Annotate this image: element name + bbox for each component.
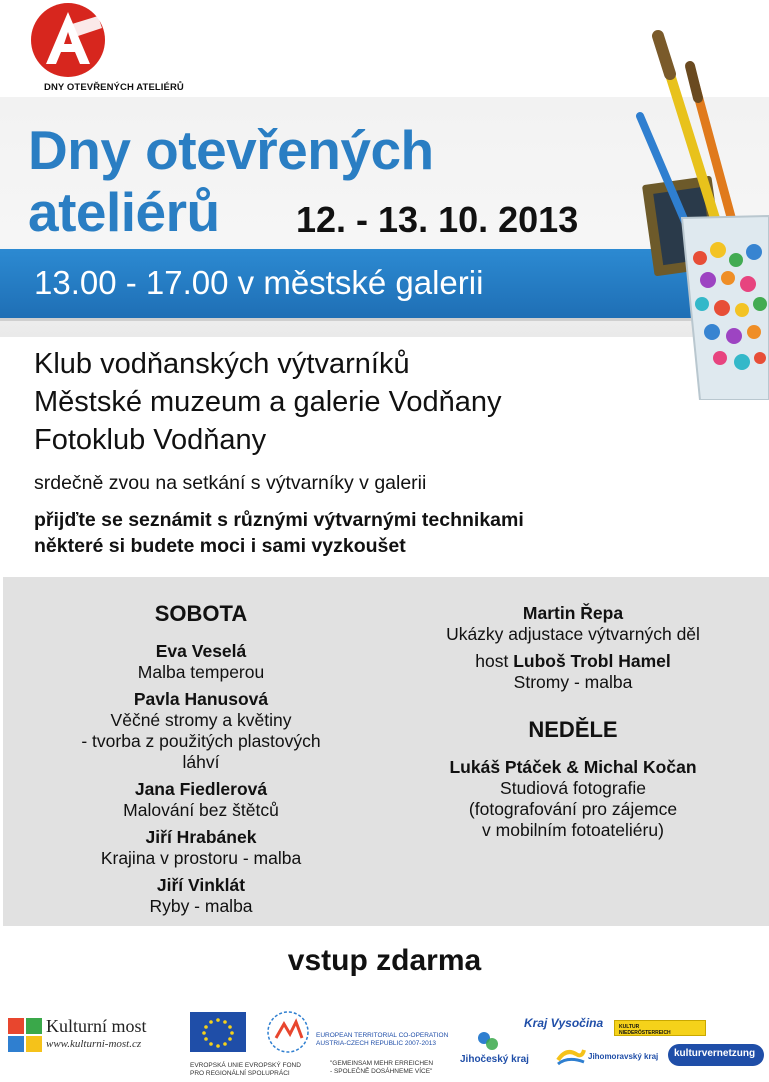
artist-desc: Krajina v prostoru - malba: [100, 848, 302, 868]
time-place-text: 13.00 - 17.00 v městské galerii: [34, 264, 484, 301]
etc-text-1: EUROPEAN TERRITORIAL CO-OPERATION: [316, 1032, 449, 1039]
kultur-no-label: KULTUR NIEDERÖSTERREICH: [619, 1024, 671, 1036]
paint-brushes-glass-icon: [630, 28, 769, 400]
kulturni-most-logo: [8, 1016, 178, 1056]
jihomoravsky-kraj-icon: [556, 1046, 586, 1066]
artist-desc: - tvorba z použitých plastových láhví: [81, 731, 321, 772]
artist-name: Jiří Vinklát: [156, 875, 246, 895]
artist-desc: Malování bez štětců: [123, 800, 279, 820]
artist-name: Jana Fiedlerová: [134, 779, 268, 799]
saturday-heading: SOBOTA: [154, 601, 248, 626]
artist-desc: v mobilním fotoateliéru): [482, 820, 664, 840]
eu-text-1: EVROPSKÁ UNIE EVROPSKÝ FOND: [190, 1062, 301, 1069]
artist-desc: Ryby - malba: [149, 896, 253, 916]
host-desc: Stromy - malba: [513, 672, 633, 692]
artist-name: Martin Řepa: [522, 603, 624, 623]
artist-desc: Malba temperou: [137, 662, 265, 682]
kultur-no-logo: [614, 1020, 706, 1036]
cooperation-icon: [266, 1010, 310, 1054]
artist-desc: Studiová fotografie: [500, 778, 646, 798]
kulturni-most-label: Kulturní most: [46, 1016, 147, 1036]
jihocesky-kraj-label: Jihočeský kraj: [460, 1054, 529, 1065]
invite-text: srdečně zvou na setkání s výtvarníky v galerii: [34, 472, 427, 494]
festival-logo-icon: [28, 2, 108, 82]
event-date: 12. - 13. 10. 2013: [296, 199, 579, 240]
saturday-column: [61, 601, 341, 917]
program-box: [3, 577, 769, 926]
organizer-3: Fotoklub Vodňany: [34, 424, 267, 456]
kulturvernetzung-label: kulturvernetzung: [674, 1048, 756, 1059]
artist-name: Lukáš Ptáček & Michal Kočan: [449, 757, 697, 777]
artist-name: Eva Veselá: [155, 641, 247, 661]
kraj-vysocina-logo: Kraj Vysočina: [524, 1016, 604, 1030]
kulturni-most-icon: [8, 1018, 42, 1052]
jihomoravsky-kraj-label: Jihomoravský kraj: [588, 1052, 659, 1061]
logo-caption: DNY OTEVŘENÝCH ATELIÉRŮ: [44, 82, 184, 93]
kulturvernetzung-logo: [668, 1044, 764, 1066]
etc-logo: [266, 1010, 449, 1080]
artist-name: Pavla Hanusová: [133, 689, 269, 709]
jihocesky-kraj-icon: [476, 1030, 500, 1052]
sunday-heading: NEDĚLE: [528, 717, 618, 742]
title-line-1: Dny otevřených: [28, 119, 434, 181]
etc-slogan-2: - SPOLEČNĚ DOSÁHNEME VÍCE": [330, 1068, 433, 1075]
admission-text: vstup zdarma: [287, 944, 482, 977]
artist-desc: (fotografování pro zájemce: [468, 799, 678, 819]
highlight-line-2: některé si budete moci i sami vyzkoušet: [34, 535, 406, 557]
host-name: Luboš Trobl Hamel: [513, 651, 671, 671]
host-line: [403, 651, 743, 672]
artist-desc: Ukázky adjustace výtvarných děl: [446, 624, 700, 644]
jihomoravsky-kraj-logo: [556, 1046, 666, 1070]
right-column: [403, 603, 743, 841]
etc-text-2: AUSTRIA-CZECH REPUBLIC 2007-2013: [316, 1040, 436, 1047]
host-prefix: host: [475, 651, 514, 671]
artist-name: Jiří Hrabánek: [145, 827, 257, 847]
organizer-2: Městské muzeum a galerie Vodňany: [34, 386, 502, 418]
eu-logo: [190, 1012, 301, 1082]
highlight-line-1: přijďte se seznámit s různými výtvarnými technikami: [34, 509, 524, 531]
etc-slogan-1: "GEMEINSAM MEHR ERREICHEN: [330, 1060, 434, 1067]
eu-flag-icon: [190, 1012, 246, 1052]
eu-text-2: PRO REGIONÁLNÍ SPOLUPRÁCI: [190, 1070, 290, 1077]
artist-desc: Věčné stromy a květiny: [110, 710, 292, 730]
title-line-2: ateliérů: [28, 181, 220, 243]
organizer-1: Klub vodňanských výtvarníků: [34, 348, 410, 380]
kulturni-most-url: www.kulturni-most.cz: [46, 1038, 142, 1050]
